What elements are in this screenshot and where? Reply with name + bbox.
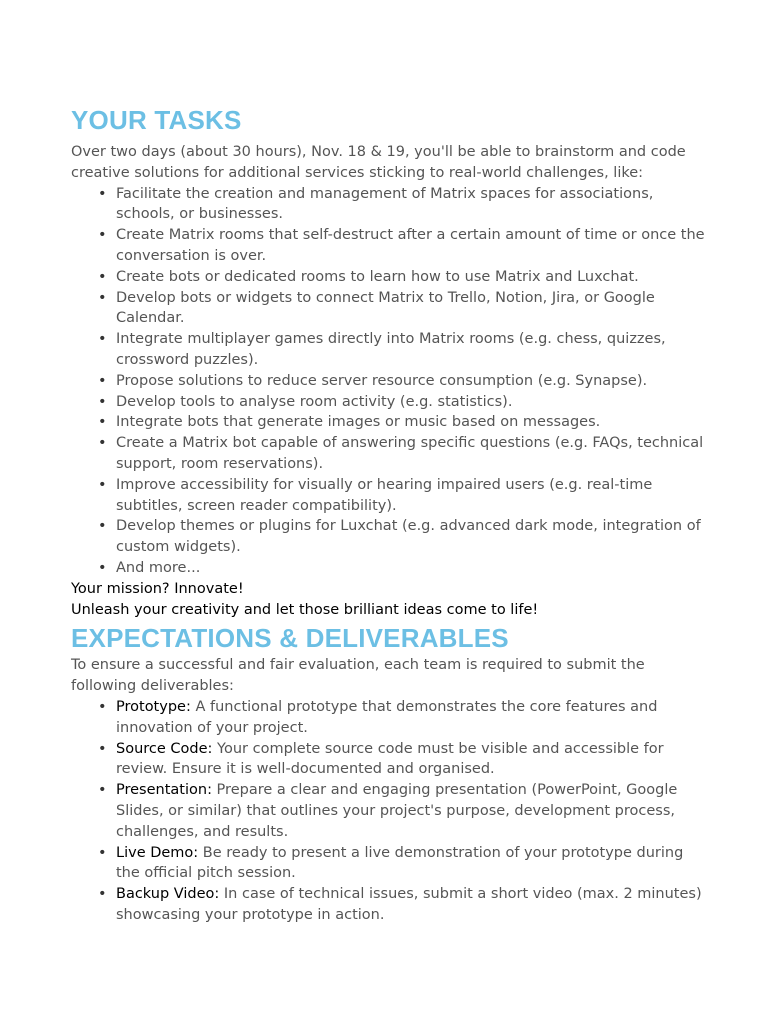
list-item xyxy=(98,516,708,558)
task-text: Create bots or dedicated rooms to learn how to use Matrix and Luxchat. xyxy=(116,268,639,285)
task-text: Create a Matrix bot capable of answering specific questions (e.g. FAQs, technical support, room reservations). xyxy=(116,435,704,472)
bullet-icon: • xyxy=(98,886,107,903)
list-item xyxy=(98,697,708,739)
list-item xyxy=(98,329,708,371)
bullet-icon: • xyxy=(98,393,107,410)
list-item xyxy=(98,371,708,392)
bullet-icon: • xyxy=(98,268,107,285)
task-text: Develop themes or plugins for Luxchat (e.g. advanced dark mode, integration of custom widgets). xyxy=(116,518,701,556)
bullet-icon: • xyxy=(98,698,107,715)
task-text: Develop tools to analyse room activity (e.g. statistics). xyxy=(116,393,513,410)
list-item xyxy=(98,433,708,475)
tasks-intro: Over two days (about 30 hours), Nov. 18 & 19, you'll be able to brainstorm and code creative solutions for additional services sticking to real-world challenges, like: xyxy=(71,144,686,181)
deliverables-list xyxy=(71,697,708,926)
task-text: Integrate bots that generate images or music based on messages. xyxy=(116,414,601,431)
task-text: Facilitate the creation and management of Matrix spaces for associations, schools, or businesses. xyxy=(116,185,654,223)
bullet-icon: • xyxy=(98,559,107,576)
tasks-list xyxy=(71,184,708,579)
bullet-icon: • xyxy=(98,518,107,535)
bullet-icon: • xyxy=(98,844,107,861)
deliverables-intro: To ensure a successful and fair evaluation, each team is required to submit the following deliverables: xyxy=(71,657,645,695)
deliverable-label: Source Code: xyxy=(116,740,213,757)
task-text: Develop bots or widgets to connect Matrix to Trello, Notion, Jira, or Google Calendar. xyxy=(116,289,655,327)
bullet-icon: • xyxy=(98,740,107,757)
deliverable-label: Live Demo: xyxy=(116,844,199,861)
list-item xyxy=(98,558,708,579)
bullet-icon: • xyxy=(98,289,107,306)
deliverable-label: Backup Video: xyxy=(116,886,220,903)
deliverable-text: Prepare a clear and engaging presentation (PowerPoint, Google Slides, or similar) that outlines your project's purpose, development process, challenges, and results. xyxy=(116,782,678,840)
mission-line: Your mission? Innovate! xyxy=(71,580,244,597)
deliverables-heading: EXPECTATIONS & DELIVERABLES xyxy=(71,623,509,654)
tasks-heading: YOUR TASKS xyxy=(71,105,242,135)
list-item xyxy=(98,184,708,226)
bullet-icon: • xyxy=(98,185,107,202)
task-text: Improve accessibility for visually or hearing impaired users (e.g. real-time subtitles, screen reader compatibility). xyxy=(116,476,653,514)
list-item xyxy=(98,225,708,267)
task-text: Create Matrix rooms that self-destruct after a certain amount of time or once the conversation is over. xyxy=(116,227,705,264)
deliverable-text: Be ready to present a live demonstration of your prototype during the official pitch session. xyxy=(116,844,684,882)
bullet-icon: • xyxy=(98,414,107,431)
list-item xyxy=(98,412,708,433)
deliverable-label: Prototype: xyxy=(116,698,191,715)
deliverable-text: In case of technical issues, submit a short video (max. 2 minutes) showcasing your prototype in action. xyxy=(116,886,702,923)
list-item xyxy=(98,843,708,885)
bullet-icon: • xyxy=(98,476,107,493)
list-item xyxy=(98,884,708,926)
bullet-icon: • xyxy=(98,782,107,799)
task-text: And more... xyxy=(116,559,201,576)
task-text: Propose solutions to reduce server resource consumption (e.g. Synapse). xyxy=(116,372,648,389)
bullet-icon: • xyxy=(98,372,107,389)
list-item xyxy=(98,288,708,330)
deliverable-text: Your complete source code must be visible and accessible for review. Ensure it is well-documented and organised. xyxy=(116,740,664,778)
mission-tagline: Unleash your creativity and let those brilliant ideas come to life! xyxy=(71,601,539,618)
task-text: Integrate multiplayer games directly into Matrix rooms (e.g. chess, quizzes, crossword puzzles). xyxy=(116,331,666,368)
list-item xyxy=(98,780,708,842)
bullet-icon: • xyxy=(98,227,107,244)
bullet-icon: • xyxy=(98,435,107,452)
list-item xyxy=(98,267,708,288)
deliverable-text: A functional prototype that demonstrates the core features and innovation of your project. xyxy=(116,698,658,736)
list-item xyxy=(98,392,708,413)
list-item xyxy=(98,739,708,781)
deliverable-label: Presentation: xyxy=(116,782,212,799)
list-item xyxy=(98,475,708,517)
bullet-icon: • xyxy=(98,331,107,348)
